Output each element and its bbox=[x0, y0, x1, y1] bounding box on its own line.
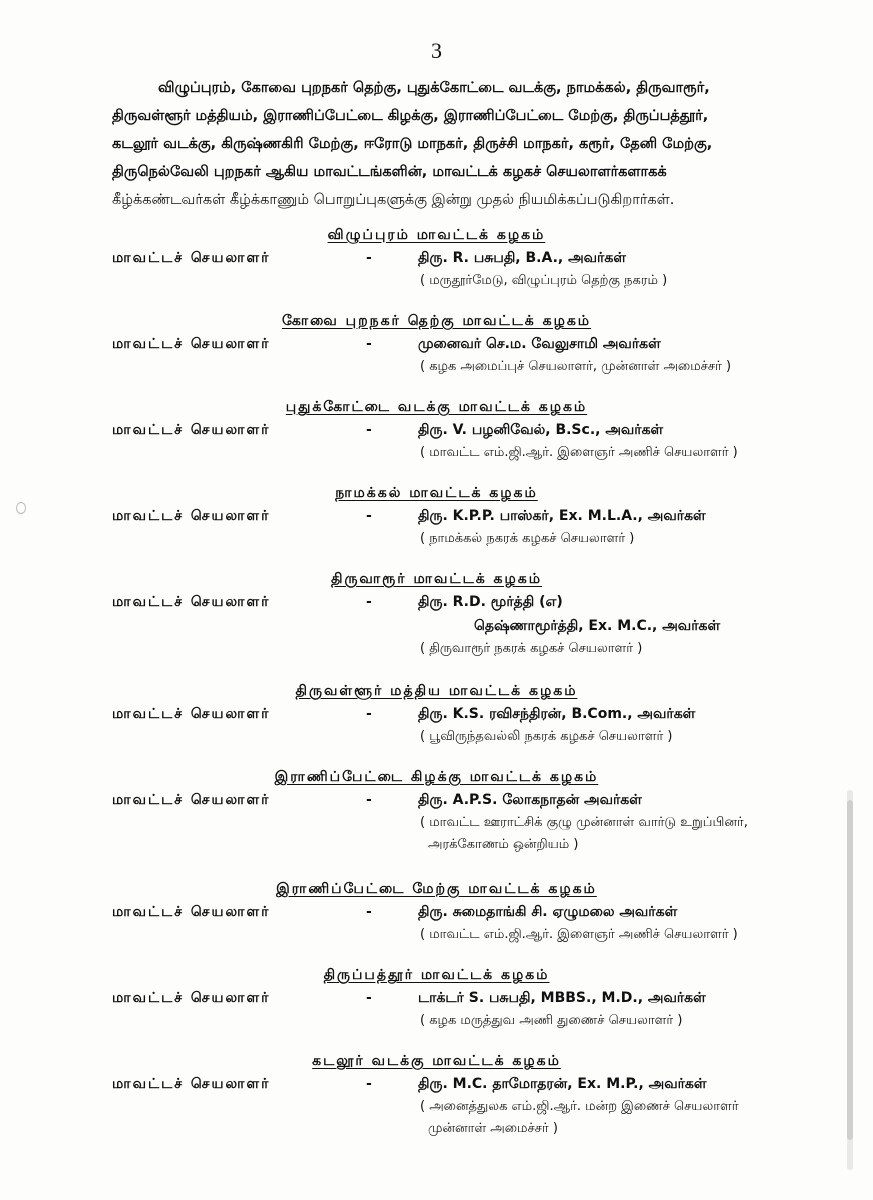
role-label: மாவட்டச் செயலாளர் bbox=[112, 422, 271, 438]
section-title: திருப்பத்தூர் மாவட்டக் கழகம் bbox=[323, 967, 550, 983]
appointee-name: திரு. R. பசுபதி, B.A., அவர்கள் bbox=[418, 250, 626, 266]
intro-line: திருநெல்வேலி புறநகர் ஆகிய மாவட்டங்களின், மாவட்டக் கழகச் செயலாளர்களாகக் bbox=[112, 164, 667, 180]
section-title: கோவை புறநகர் தெற்கு மாவட்டக் கழகம் bbox=[281, 313, 592, 329]
appointee-name: முனைவர் செ.ம. வேலுசாமி அவர்கள் bbox=[418, 336, 661, 352]
role-label: மாவட்டச் செயலாளர் bbox=[112, 1076, 271, 1092]
district-section bbox=[0, 568, 873, 680]
appointment-row bbox=[0, 788, 873, 812]
appointee-note: ( மாவட்ட எம்.ஜி.ஆர். இளைஞர் அணிச் செயலாளர் ) bbox=[420, 445, 738, 460]
appointment-row bbox=[0, 1072, 873, 1096]
appointee-name: திரு. M.C. தாமோதரன், Ex. M.P., அவர்கள் bbox=[418, 1076, 707, 1092]
separator-dash: - bbox=[366, 904, 372, 920]
intro-line: விழுப்புரம், கோவை புறநகர் தெற்கு, புதுக்கோட்டை வடக்கு, நாமக்கல், திருவாரூர், bbox=[158, 80, 710, 96]
section-title: திருவள்ளூர் மத்திய மாவட்டக் கழகம் bbox=[295, 683, 578, 699]
role-label: மாவட்டச் செயலாளர் bbox=[112, 594, 271, 610]
section-title: இராணிப்பேட்டை மேற்கு மாவட்டக் கழகம் bbox=[276, 881, 597, 897]
separator-dash: - bbox=[366, 508, 372, 524]
appointee-note: ( கழக மருத்துவ அணி துணைச் செயலாளர் ) bbox=[420, 1013, 683, 1028]
appointment-row bbox=[0, 418, 873, 442]
role-label: மாவட்டச் செயலாளர் bbox=[112, 990, 271, 1006]
appointee-note: முன்னாள் அமைச்சர் ) bbox=[428, 1121, 558, 1136]
appointee-name: திரு. சுமைதாங்கி சி. ஏழுமலை அவர்கள் bbox=[418, 904, 678, 920]
district-section bbox=[0, 680, 873, 766]
appointment-row bbox=[0, 332, 873, 356]
role-label: மாவட்டச் செயலாளர் bbox=[112, 706, 271, 722]
appointee-note: ( மாவட்ட ஊராட்சிக் குழு முன்னாள் வார்டு உறுப்பினர், bbox=[420, 815, 748, 830]
district-section bbox=[0, 224, 873, 310]
separator-dash: - bbox=[366, 792, 372, 808]
appointment-row bbox=[0, 504, 873, 528]
appointee-name: திரு. A.P.S. லோகநாதன் அவர்கள் bbox=[418, 792, 642, 808]
appointment-row bbox=[0, 590, 873, 638]
separator-dash: - bbox=[366, 594, 372, 610]
appointee-note: அரக்கோணம் ஒன்றியம் ) bbox=[428, 837, 579, 852]
appointee-name: திரு. R.D. மூர்த்தி (எ) bbox=[418, 594, 563, 610]
role-label: மாவட்டச் செயலாளர் bbox=[112, 250, 271, 266]
intro-line: கடலூர் வடக்கு, கிருஷ்ணகிரி மேற்கு, ஈரோடு மாநகர், திருச்சி மாநகர், கரூர், தேனி மேற்கு, bbox=[112, 136, 713, 152]
district-section bbox=[0, 766, 873, 878]
district-section bbox=[0, 310, 873, 396]
appointee-name: திரு. K.S. ரவிசந்திரன், B.Com., அவர்கள் bbox=[418, 706, 696, 722]
separator-dash: - bbox=[366, 336, 372, 352]
separator-dash: - bbox=[366, 1076, 372, 1092]
appointment-row bbox=[0, 246, 873, 270]
appointee-name-continued: தெஷ்ணாமூர்த்தி, Ex. M.C., அவர்கள் bbox=[474, 618, 721, 634]
appointee-name: திரு. V. பழனிவேல், B.Sc., அவர்கள் bbox=[418, 422, 664, 438]
district-section bbox=[0, 482, 873, 568]
section-title: இராணிப்பேட்டை கிழக்கு மாவட்டக் கழகம் bbox=[274, 769, 599, 785]
role-label: மாவட்டச் செயலாளர் bbox=[112, 904, 271, 920]
role-label: மாவட்டச் செயலாளர் bbox=[112, 508, 271, 524]
appointment-row bbox=[0, 900, 873, 924]
section-title: திருவாரூர் மாவட்டக் கழகம் bbox=[330, 571, 542, 587]
appointment-row bbox=[0, 986, 873, 1010]
scrollbar-thumb[interactable] bbox=[847, 800, 853, 1140]
appointment-row bbox=[0, 702, 873, 726]
appointee-note: ( அனைத்துலக எம்.ஜி.ஆர். மன்ற இணைச் செயலாளர் bbox=[420, 1099, 739, 1114]
page-number: 3 bbox=[431, 38, 442, 63]
role-label: மாவட்டச் செயலாளர் bbox=[112, 792, 271, 808]
appointments-list bbox=[0, 224, 873, 1162]
intro-line: கீழ்க்கண்டவர்கள் கீழ்க்காணும் பொறுப்புகளுக்கு இன்று முதல் நியமிக்கப்படுகிறார்கள். bbox=[112, 192, 675, 208]
appointee-note: ( நாமக்கல் நகரக் கழகச் செயலாளர் ) bbox=[420, 531, 635, 546]
appointee-note: ( கழக அமைப்புச் செயலாளர், முன்னாள் அமைச்சர் ) bbox=[420, 359, 732, 374]
separator-dash: - bbox=[366, 422, 372, 438]
district-section bbox=[0, 878, 873, 964]
appointee-note: ( மாவட்ட எம்.ஜி.ஆர். இளைஞர் அணிச் செயலாளர் ) bbox=[420, 927, 738, 942]
appointee-note: ( பூவிருந்தவல்லி நகரக் கழகச் செயலாளர் ) bbox=[420, 729, 673, 744]
section-title: நாமக்கல் மாவட்டக் கழகம் bbox=[335, 485, 538, 501]
district-section bbox=[0, 964, 873, 1050]
intro-line: திருவள்ளூர் மத்தியம், இராணிப்பேட்டை கிழக்கு, இராணிப்பேட்டை மேற்கு, திருப்பத்தூர், bbox=[112, 108, 709, 124]
separator-dash: - bbox=[366, 250, 372, 266]
role-label: மாவட்டச் செயலாளர் bbox=[112, 336, 271, 352]
separator-dash: - bbox=[366, 706, 372, 722]
intro-paragraph bbox=[112, 74, 780, 214]
section-title: விழுப்புரம் மாவட்டக் கழகம் bbox=[327, 227, 546, 243]
separator-dash: - bbox=[366, 990, 372, 1006]
appointee-name: டாக்டர் S. பசுபதி, MBBS., M.D., அவர்கள் bbox=[418, 990, 706, 1006]
section-title: கடலூர் வடக்கு மாவட்டக் கழகம் bbox=[312, 1053, 561, 1069]
appointee-note: ( திருவாரூர் நகரக் கழகச் செயலாளர் ) bbox=[420, 641, 643, 656]
district-section bbox=[0, 396, 873, 482]
section-title: புதுக்கோட்டை வடக்கு மாவட்டக் கழகம் bbox=[285, 399, 588, 415]
appointee-note: ( மருதூர்மேடு, விழுப்புரம் தெற்கு நகரம் ) bbox=[420, 273, 668, 288]
appointee-name: திரு. K.P.P. பாஸ்கர், Ex. M.L.A., அவர்கள் bbox=[418, 508, 706, 524]
district-section bbox=[0, 1050, 873, 1162]
